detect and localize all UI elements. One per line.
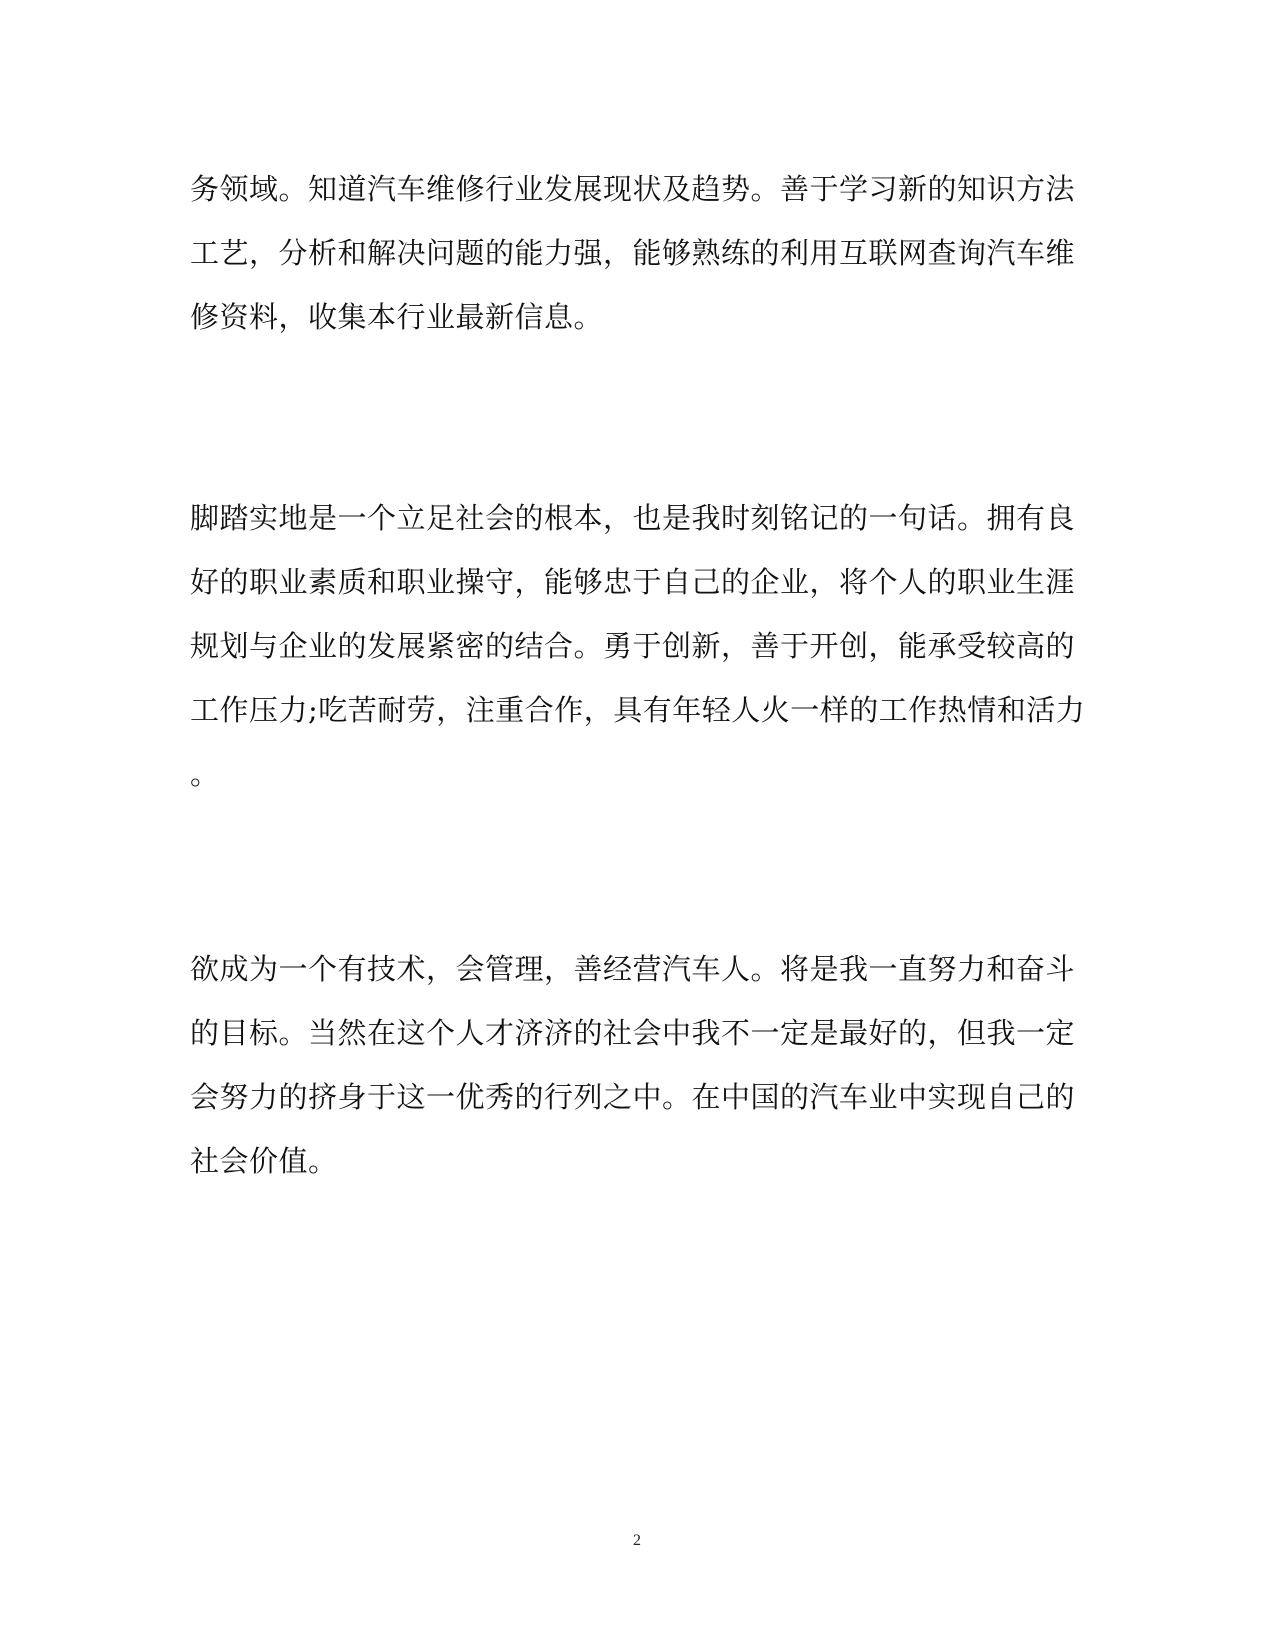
paragraph-line: 工作压力;吃苦耐劳，注重合作，具有年轻人火一样的工作热情和活力 <box>190 693 1086 727</box>
paragraph-3 <box>190 937 1090 1193</box>
paragraph-line: 。 <box>190 757 220 791</box>
paragraph-line: 好的职业素质和职业操守，能够忠于自己的企业，将个人的职业生涯 <box>190 565 1076 599</box>
paragraph-line: 的目标。当然在这个人才济济的社会中我不一定是最好的，但我一定 <box>190 1016 1076 1050</box>
paragraph-2 <box>190 486 1090 806</box>
paragraph-line: 规划与企业的发展紧密的结合。勇于创新，善于开创，能承受较高的 <box>190 629 1076 663</box>
page-number: 2 <box>633 1532 641 1549</box>
paragraph-line: 修资料，收集本行业最新信息。 <box>190 300 604 334</box>
paragraph-line: 社会价值。 <box>190 1144 338 1178</box>
paragraph-line: 欲成为一个有技术，会管理，善经营汽车人。将是我一直努力和奋斗 <box>190 952 1076 986</box>
paragraph-line: 脚踏实地是一个立足社会的根本，也是我时刻铭记的一句话。拥有良 <box>190 501 1076 535</box>
paragraph-1 <box>190 157 1090 349</box>
paragraph-line: 会努力的挤身于这一优秀的行列之中。在中国的汽车业中实现自己的 <box>190 1080 1076 1114</box>
paragraph-line: 务领域。知道汽车维修行业发展现状及趋势。善于学习新的知识方法 <box>190 172 1076 206</box>
paragraph-line: 工艺，分析和解决问题的能力强，能够熟练的利用互联网查询汽车维 <box>190 236 1076 270</box>
